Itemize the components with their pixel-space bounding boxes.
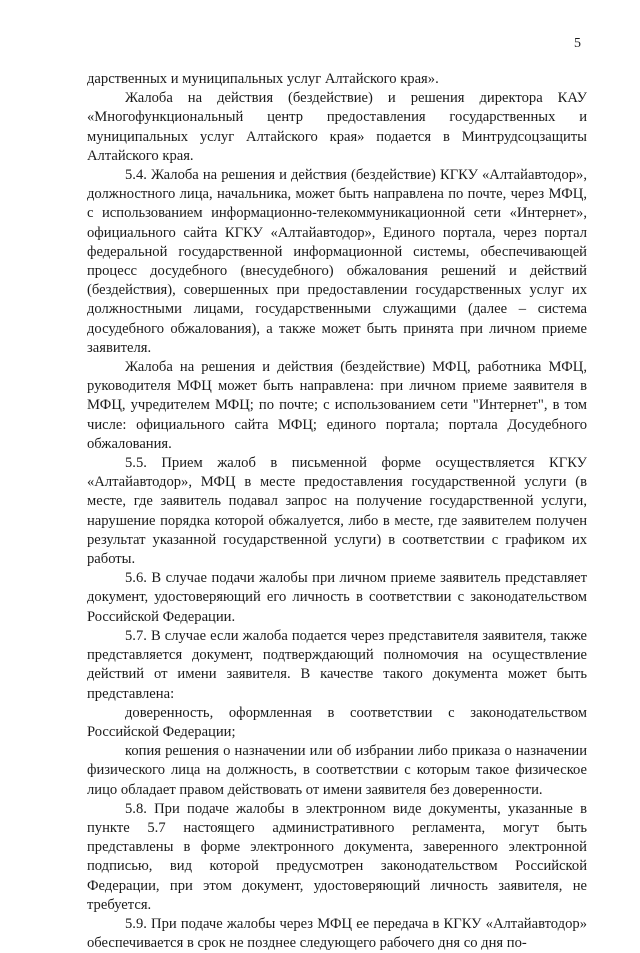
paragraph-5-9: 5.9. При подаче жалобы через МФЦ ее передача в КГКУ «Алтайавтодор» обеспечивается в срок не позднее следующего рабочего дня со дня по-	[87, 915, 587, 952]
paragraph-5-8: 5.8. При подаче жалобы в электронном виде документы, указанные в пункте 5.7 настоящего административного регламента, могут быть представлены в форме электронного документа, заверенного электронной подписью, вид которой предусмотрен законодательством Российской Федерации, при этом документ, удостоверяющий личность заявителя, не требуется.	[87, 800, 587, 913]
paragraph-appointment-copy: копия решения о назначении или об избрании либо приказа о назначении физического лица на должность, в соответствии с которым такое физическое лицо обладает правом действовать от имени заявителя без доверенности.	[87, 743, 587, 798]
paragraph-complaint-mfc: Жалоба на решения и действия (бездействие) МФЦ, работника МФЦ, руководителя МФЦ может быть направлена: при личном приеме заявителя в МФЦ, учредителем МФЦ; по почте; с использованием сети "Интернет", в том числе: официального сайта МФЦ; единого портала; портала Досудебного обжалования.	[87, 359, 587, 452]
paragraph-power-of-attorney: доверенность, оформленная в соответствии с законодательством Российской Федерации;	[87, 704, 587, 740]
paragraph-continuation: дарственных и муниципальных услуг Алтайского края».	[87, 71, 439, 87]
paragraph-5-5: 5.5. Прием жалоб в письменной форме осуществляется КГКУ «Алтайавтодор», МФЦ в месте предоставления государственной услуги (в месте, где заявитель подавал запрос на получение государственной услуги, нарушение порядка которой обжалуется, либо в месте, где заявителем получен результат указанной государственной услуги) в соответствии с графиком их работы.	[87, 455, 587, 568]
paragraph-complaint-director: Жалоба на действия (бездействие) и решения директора КАУ «Многофункциональный центр предоставления государственных и муниципальных услуг Алтайского края» подается в Минтрудсоцзащиты Алтайского края.	[87, 90, 587, 164]
document-body	[87, 70, 587, 953]
paragraph-5-6: 5.6. В случае подачи жалобы при личном приеме заявитель представляет документ, удостоверяющий его личность в соответствии с законодательством Российской Федерации.	[87, 570, 587, 625]
page-number: 5	[574, 36, 581, 51]
paragraph-5-7: 5.7. В случае если жалоба подается через представителя заявителя, также представляется документ, подтверждающий полномочия на осуществление действий от имени заявителя. В качестве такого документа может быть представлена:	[87, 627, 587, 702]
paragraph-5-4: 5.4. Жалоба на решения и действия (бездействие) КГКУ «Алтайавтодор», должностного лица, начальника, может быть направлена по почте, через МФЦ, с использованием информационно-телекоммуникационной сети «Интернет», официального сайта КГКУ «Алтайавтодор», Единого портала, через портал федеральной государственной информационной системы, обеспечивающей процесс досудебного (внесудебного) обжалования решений и действий (бездействия), совершенных при предоставлении государственных услуг их должностными лицами, государственными служащими (далее – система досудебного обжалования), а также может быть принята при личном приеме заявителя.	[87, 167, 587, 356]
